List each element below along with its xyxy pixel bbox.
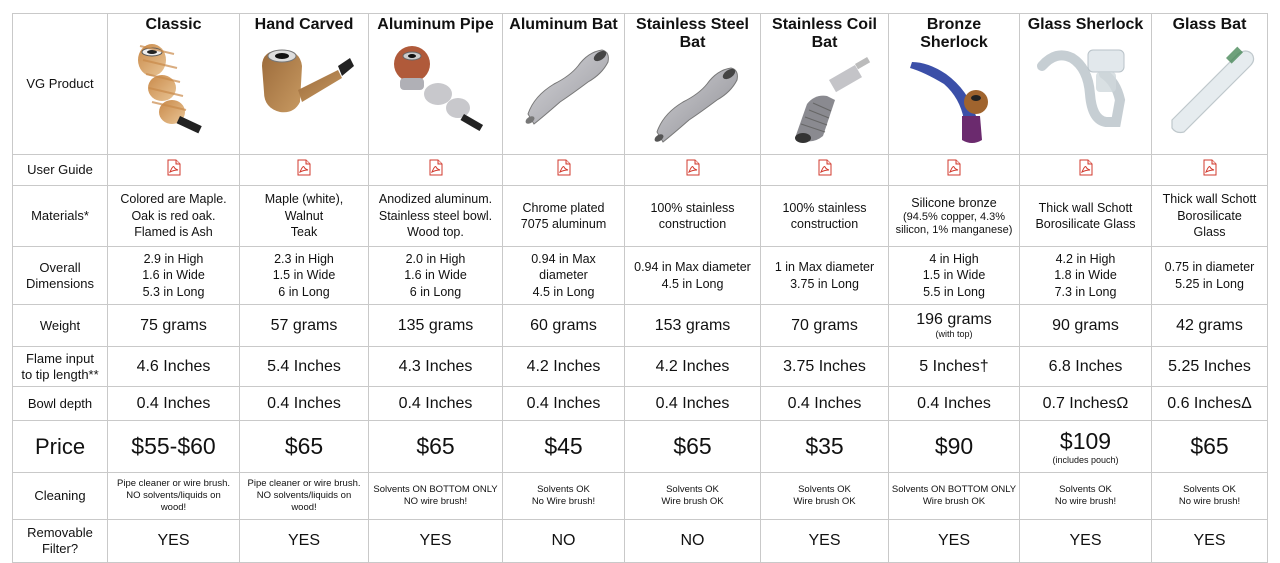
cell-line: Thick wall Schott	[1162, 192, 1257, 207]
cell-line: 0.94 in Max	[531, 251, 596, 266]
product-cell	[503, 14, 625, 155]
row-weight	[13, 305, 1268, 347]
weight-value: 57 grams	[270, 316, 338, 334]
cleaning-cell	[761, 473, 889, 520]
user-guide-cell	[761, 155, 889, 186]
cell-line: No Wire brush!	[531, 496, 596, 507]
materials-cell	[625, 186, 761, 247]
bowl-depth-cell	[1020, 387, 1152, 421]
product-cell	[761, 14, 889, 155]
cell-line: Flamed is Ash	[134, 225, 213, 240]
bowl-depth-cell	[625, 387, 761, 421]
cell-line: Borosilicate Glass	[1035, 217, 1136, 231]
weight-cell	[625, 305, 761, 347]
aluminum-bat-image	[514, 36, 614, 136]
row-dimensions	[13, 247, 1268, 305]
cell-line: Borosilicate	[1177, 208, 1242, 223]
cell-line: Solvents OK	[798, 484, 851, 495]
stainless-steel-bat-image	[643, 54, 743, 154]
cell-line: 0.94 in Max diameter	[634, 260, 751, 274]
bowl-depth-cell	[369, 387, 503, 421]
product-cell	[1152, 14, 1268, 155]
row-label-user-guide: User Guide	[13, 155, 108, 186]
row-bowl-depth	[13, 387, 1268, 421]
product-name: Bronze Sherlock	[920, 16, 988, 51]
dimensions-cell	[625, 247, 761, 305]
price-value: $109	[1059, 427, 1112, 454]
weight-cell	[889, 305, 1020, 347]
row-label-dimensions: Overall Dimensions	[13, 247, 108, 305]
cell-line: Wire brush OK	[661, 496, 724, 507]
bowl-depth-value: 0.4 Inches	[526, 394, 601, 412]
cell-line: wood!	[291, 502, 317, 513]
flame-length-value: 4.2 Inches	[655, 357, 730, 375]
weight-value: 196 grams	[916, 311, 992, 328]
cell-line: No wire brush!	[1178, 496, 1241, 507]
weight-cell	[240, 305, 369, 347]
price-value: $45	[544, 433, 583, 459]
cell-line: 4 in High	[929, 251, 979, 266]
cell-line: construction	[658, 217, 727, 231]
removable-filter-cell	[369, 520, 503, 563]
bowl-depth-value: 0.6 InchesΔ	[1167, 394, 1252, 412]
cell-line: Colored are Maple.	[120, 192, 227, 207]
row-label-price: Price	[13, 421, 108, 473]
cell-line: Silicone bronze	[911, 195, 997, 210]
removable-filter-value: YES	[1069, 532, 1102, 549]
removable-filter-cell	[761, 520, 889, 563]
weight-value: 153 grams	[654, 316, 731, 334]
row-label-weight: Weight	[13, 305, 108, 347]
user-guide-cell	[369, 155, 503, 186]
cell-line: Wire brush OK	[922, 496, 986, 507]
bowl-depth-cell	[240, 387, 369, 421]
pdf-icon[interactable]	[429, 159, 443, 176]
weight-cell	[761, 305, 889, 347]
flame-length-cell	[625, 347, 761, 387]
flame-length-cell	[1020, 347, 1152, 387]
cell-line: Solvents OK	[1183, 484, 1236, 495]
removable-filter-value: YES	[157, 532, 190, 549]
flame-length-value: 4.2 Inches	[526, 357, 601, 375]
product-cell	[369, 14, 503, 155]
price-value: $65	[1190, 433, 1229, 459]
bowl-depth-value: 0.4 Inches	[917, 394, 991, 412]
cell-line: 4.5 in Long	[532, 284, 595, 299]
product-cell	[240, 14, 369, 155]
price-cell	[625, 421, 761, 473]
row-materials	[13, 186, 1268, 247]
dimensions-cell	[240, 247, 369, 305]
price-value: $35	[805, 433, 844, 459]
weight-cell	[1020, 305, 1152, 347]
bowl-depth-value: 0.4 Inches	[267, 394, 341, 412]
user-guide-cell	[1020, 155, 1152, 186]
cell-line: 1 in Max diameter	[774, 260, 875, 274]
cell-line: 2.3 in High	[274, 251, 334, 266]
row-price	[13, 421, 1268, 473]
row-product	[13, 14, 1268, 155]
dimensions-cell	[369, 247, 503, 305]
bowl-depth-cell	[761, 387, 889, 421]
cell-line: 4.5 in Long	[661, 276, 724, 291]
price-cell	[240, 421, 369, 473]
bowl-depth-value: 0.4 Inches	[136, 394, 211, 412]
stainless-coil-bat-image	[775, 54, 875, 154]
bowl-depth-cell	[889, 387, 1020, 421]
cell-line: Pipe cleaner or wire brush.	[247, 478, 361, 489]
weight-value: 70 grams	[791, 316, 858, 334]
user-guide-cell	[108, 155, 240, 186]
pdf-icon[interactable]	[297, 159, 311, 176]
bowl-depth-cell	[1152, 387, 1268, 421]
dimensions-cell	[503, 247, 625, 305]
removable-filter-value: YES	[808, 532, 841, 549]
price-value: $65	[284, 433, 324, 459]
product-cell	[1020, 14, 1152, 155]
price-value: $90	[934, 433, 974, 459]
cell-line: 6 in Long	[278, 284, 330, 299]
price-cell	[503, 421, 625, 473]
cleaning-cell	[1020, 473, 1152, 520]
comparison-table-wrapper	[12, 13, 1268, 563]
product-cell	[625, 14, 761, 155]
product-name: Glass Sherlock	[1027, 16, 1144, 33]
bowl-depth-cell	[503, 387, 625, 421]
removable-filter-cell	[108, 520, 240, 563]
product-name: Stainless Steel Bat	[636, 16, 749, 51]
product-name: Aluminum Bat	[509, 16, 618, 33]
materials-cell	[108, 186, 240, 247]
price-value: $65	[673, 433, 712, 459]
price-value: $55-$60	[131, 433, 216, 459]
cell-line: construction	[790, 217, 859, 231]
cell-line: 100% stainless	[782, 200, 867, 215]
row-user-guide	[13, 155, 1268, 186]
bowl-depth-value: 0.4 Inches	[655, 394, 730, 412]
cell-line: 1.5 in Wide	[272, 268, 336, 283]
cell-line: 5.3 in Long	[142, 284, 205, 299]
flame-length-value: 4.3 Inches	[398, 357, 473, 375]
row-cleaning	[13, 473, 1268, 520]
flame-length-value: 6.8 Inches	[1048, 357, 1123, 375]
price-cell	[761, 421, 889, 473]
user-guide-cell	[240, 155, 369, 186]
flame-length-value: 5 Inches†	[919, 357, 989, 375]
cell-line: 100% stainless	[650, 200, 735, 215]
cell-line: 5.25 in Long	[1175, 276, 1244, 291]
price-note: (includes pouch)	[1052, 454, 1119, 465]
cleaning-cell	[625, 473, 761, 520]
product-cell	[108, 14, 240, 155]
cell-line: 2.9 in High	[143, 251, 204, 266]
weight-value: 42 grams	[1176, 316, 1243, 334]
materials-cell	[240, 186, 369, 247]
pdf-icon[interactable]	[818, 159, 832, 176]
row-flame	[13, 347, 1268, 387]
materials-cell	[761, 186, 889, 247]
cell-line: No wire brush!	[1054, 496, 1117, 507]
glass-sherlock-image	[1036, 36, 1136, 136]
removable-filter-cell	[503, 520, 625, 563]
materials-cell	[1152, 186, 1268, 247]
removable-filter-cell	[1152, 520, 1268, 563]
cell-line: 7.3 in Long	[1054, 284, 1117, 299]
bowl-depth-value: 0.4 Inches	[398, 394, 473, 412]
removable-filter-value: YES	[1193, 532, 1226, 549]
materials-cell	[369, 186, 503, 247]
dimensions-cell	[1152, 247, 1268, 305]
product-cell	[889, 14, 1020, 155]
flame-length-value: 4.6 Inches	[136, 357, 211, 375]
product-name: Aluminum Pipe	[377, 16, 494, 33]
removable-filter-value: YES	[937, 532, 970, 549]
pdf-icon[interactable]	[167, 159, 181, 176]
materials-cell	[503, 186, 625, 247]
product-name: Glass Bat	[1172, 16, 1247, 33]
weight-cell	[108, 305, 240, 347]
materials-note: (94.5% copper, 4.3%	[902, 211, 1006, 224]
cell-line: Solvents OK	[666, 484, 719, 495]
bowl-depth-value: 0.4 Inches	[787, 394, 862, 412]
dimensions-cell	[1020, 247, 1152, 305]
materials-note: silicon, 1% manganese)	[895, 224, 1013, 237]
bowl-depth-cell	[108, 387, 240, 421]
row-label-materials: Materials*	[13, 186, 108, 247]
row-label-bowl-depth: Bowl depth	[13, 387, 108, 421]
weight-value: 90 grams	[1052, 316, 1119, 334]
flame-length-cell	[503, 347, 625, 387]
user-guide-cell	[503, 155, 625, 186]
cell-line: Wood top.	[407, 225, 464, 240]
price-cell	[108, 421, 240, 473]
user-guide-cell	[889, 155, 1020, 186]
cell-line: 1.6 in Wide	[142, 268, 205, 283]
weight-value: 60 grams	[530, 316, 597, 334]
cell-line: Thick wall Schott	[1038, 200, 1133, 215]
cell-line: Solvents OK	[1059, 484, 1112, 495]
weight-cell	[369, 305, 503, 347]
price-cell	[1020, 421, 1152, 473]
glass-bat-image	[1160, 36, 1260, 136]
flame-length-cell	[108, 347, 240, 387]
flame-length-cell	[369, 347, 503, 387]
flame-length-value: 5.4 Inches	[267, 357, 341, 375]
cell-line: Pipe cleaner or wire brush.	[117, 478, 230, 489]
cleaning-cell	[369, 473, 503, 520]
flame-length-value: 5.25 Inches	[1168, 357, 1251, 375]
price-value: $65	[416, 433, 455, 459]
removable-filter-value: YES	[287, 532, 320, 549]
cleaning-cell	[1152, 473, 1268, 520]
flame-length-cell	[761, 347, 889, 387]
dimensions-cell	[108, 247, 240, 305]
cleaning-cell	[889, 473, 1020, 520]
row-label-flame: Flame input to tip length**	[13, 347, 108, 387]
price-cell	[889, 421, 1020, 473]
row-label-product: VG Product	[13, 14, 108, 155]
aluminum-pipe-image	[386, 36, 486, 136]
cell-line: NO solvents/liquids on	[256, 490, 352, 501]
cell-line: Glass	[1193, 225, 1226, 240]
cell-line: 3.75 in Long	[790, 276, 859, 291]
weight-cell	[1152, 305, 1268, 347]
cleaning-cell	[240, 473, 369, 520]
cell-line: Maple (white),	[264, 192, 344, 207]
product-name: Classic	[145, 16, 202, 33]
pdf-icon[interactable]	[1203, 159, 1217, 176]
weight-value: 135 grams	[397, 316, 474, 334]
pdf-icon[interactable]	[947, 159, 961, 176]
user-guide-cell	[625, 155, 761, 186]
cell-line: Oak is red oak.	[131, 208, 216, 223]
cell-line: 2.0 in High	[405, 251, 466, 266]
price-cell	[369, 421, 503, 473]
row-label-removable-filter: Removable Filter?	[13, 520, 108, 563]
removable-filter-cell	[625, 520, 761, 563]
cell-line: NO wire brush!	[403, 496, 468, 507]
flame-length-value: 3.75 Inches	[783, 357, 866, 375]
materials-cell	[1020, 186, 1152, 247]
cell-line: 1.5 in Wide	[922, 268, 986, 283]
flame-length-cell	[1152, 347, 1268, 387]
product-name: Stainless Coil Bat	[772, 16, 877, 51]
cell-line: Teak	[290, 225, 318, 240]
cell-line: Wire brush OK	[793, 496, 856, 507]
cleaning-cell	[108, 473, 240, 520]
pdf-icon[interactable]	[686, 159, 700, 176]
cell-line: diameter	[539, 268, 588, 283]
cell-line: Walnut	[284, 208, 324, 223]
removable-filter-cell	[889, 520, 1020, 563]
pdf-icon[interactable]	[1079, 159, 1093, 176]
striped-wood-pipe-image	[124, 36, 224, 136]
weight-note: (with top)	[935, 329, 973, 339]
cell-line: Solvents ON BOTTOM ONLY	[373, 484, 498, 495]
bronze-sherlock-image	[904, 54, 1004, 154]
dimensions-cell	[761, 247, 889, 305]
row-removable-filter	[13, 520, 1268, 563]
cell-line: 1.8 in Wide	[1054, 268, 1117, 283]
weight-cell	[503, 305, 625, 347]
dimensions-cell	[889, 247, 1020, 305]
row-label-cleaning: Cleaning	[13, 473, 108, 520]
flame-length-cell	[889, 347, 1020, 387]
flame-length-cell	[240, 347, 369, 387]
bowl-depth-value: 0.7 InchesΩ	[1042, 394, 1129, 412]
removable-filter-cell	[240, 520, 369, 563]
removable-filter-value: NO	[551, 532, 576, 549]
removable-filter-value: YES	[419, 532, 452, 549]
cell-line: NO solvents/liquids on	[126, 490, 221, 501]
cell-line: 4.2 in High	[1055, 251, 1116, 266]
materials-cell	[889, 186, 1020, 247]
cell-line: Solvents OK	[537, 484, 590, 495]
cell-line: 6 in Long	[409, 284, 462, 299]
price-cell	[1152, 421, 1268, 473]
product-comparison-table	[12, 13, 1268, 563]
pdf-icon[interactable]	[557, 159, 571, 176]
user-guide-cell	[1152, 155, 1268, 186]
carved-wood-pipe-image	[254, 36, 354, 136]
cell-line: 5.5 in Long	[923, 284, 985, 299]
cell-line: 1.6 in Wide	[404, 268, 467, 283]
weight-value: 75 grams	[140, 316, 207, 334]
cell-line: 0.75 in diameter	[1164, 260, 1255, 274]
cell-line: Solvents ON BOTTOM ONLY	[891, 484, 1017, 495]
cell-line: Stainless steel bowl.	[378, 208, 493, 223]
cleaning-cell	[503, 473, 625, 520]
cell-line: wood!	[160, 502, 187, 513]
cell-line: Chrome plated	[522, 200, 605, 215]
removable-filter-value: NO	[680, 532, 705, 549]
cell-line: Anodized aluminum.	[378, 192, 493, 207]
cell-line: 7075 aluminum	[520, 217, 607, 231]
product-name: Hand Carved	[254, 16, 354, 33]
removable-filter-cell	[1020, 520, 1152, 563]
